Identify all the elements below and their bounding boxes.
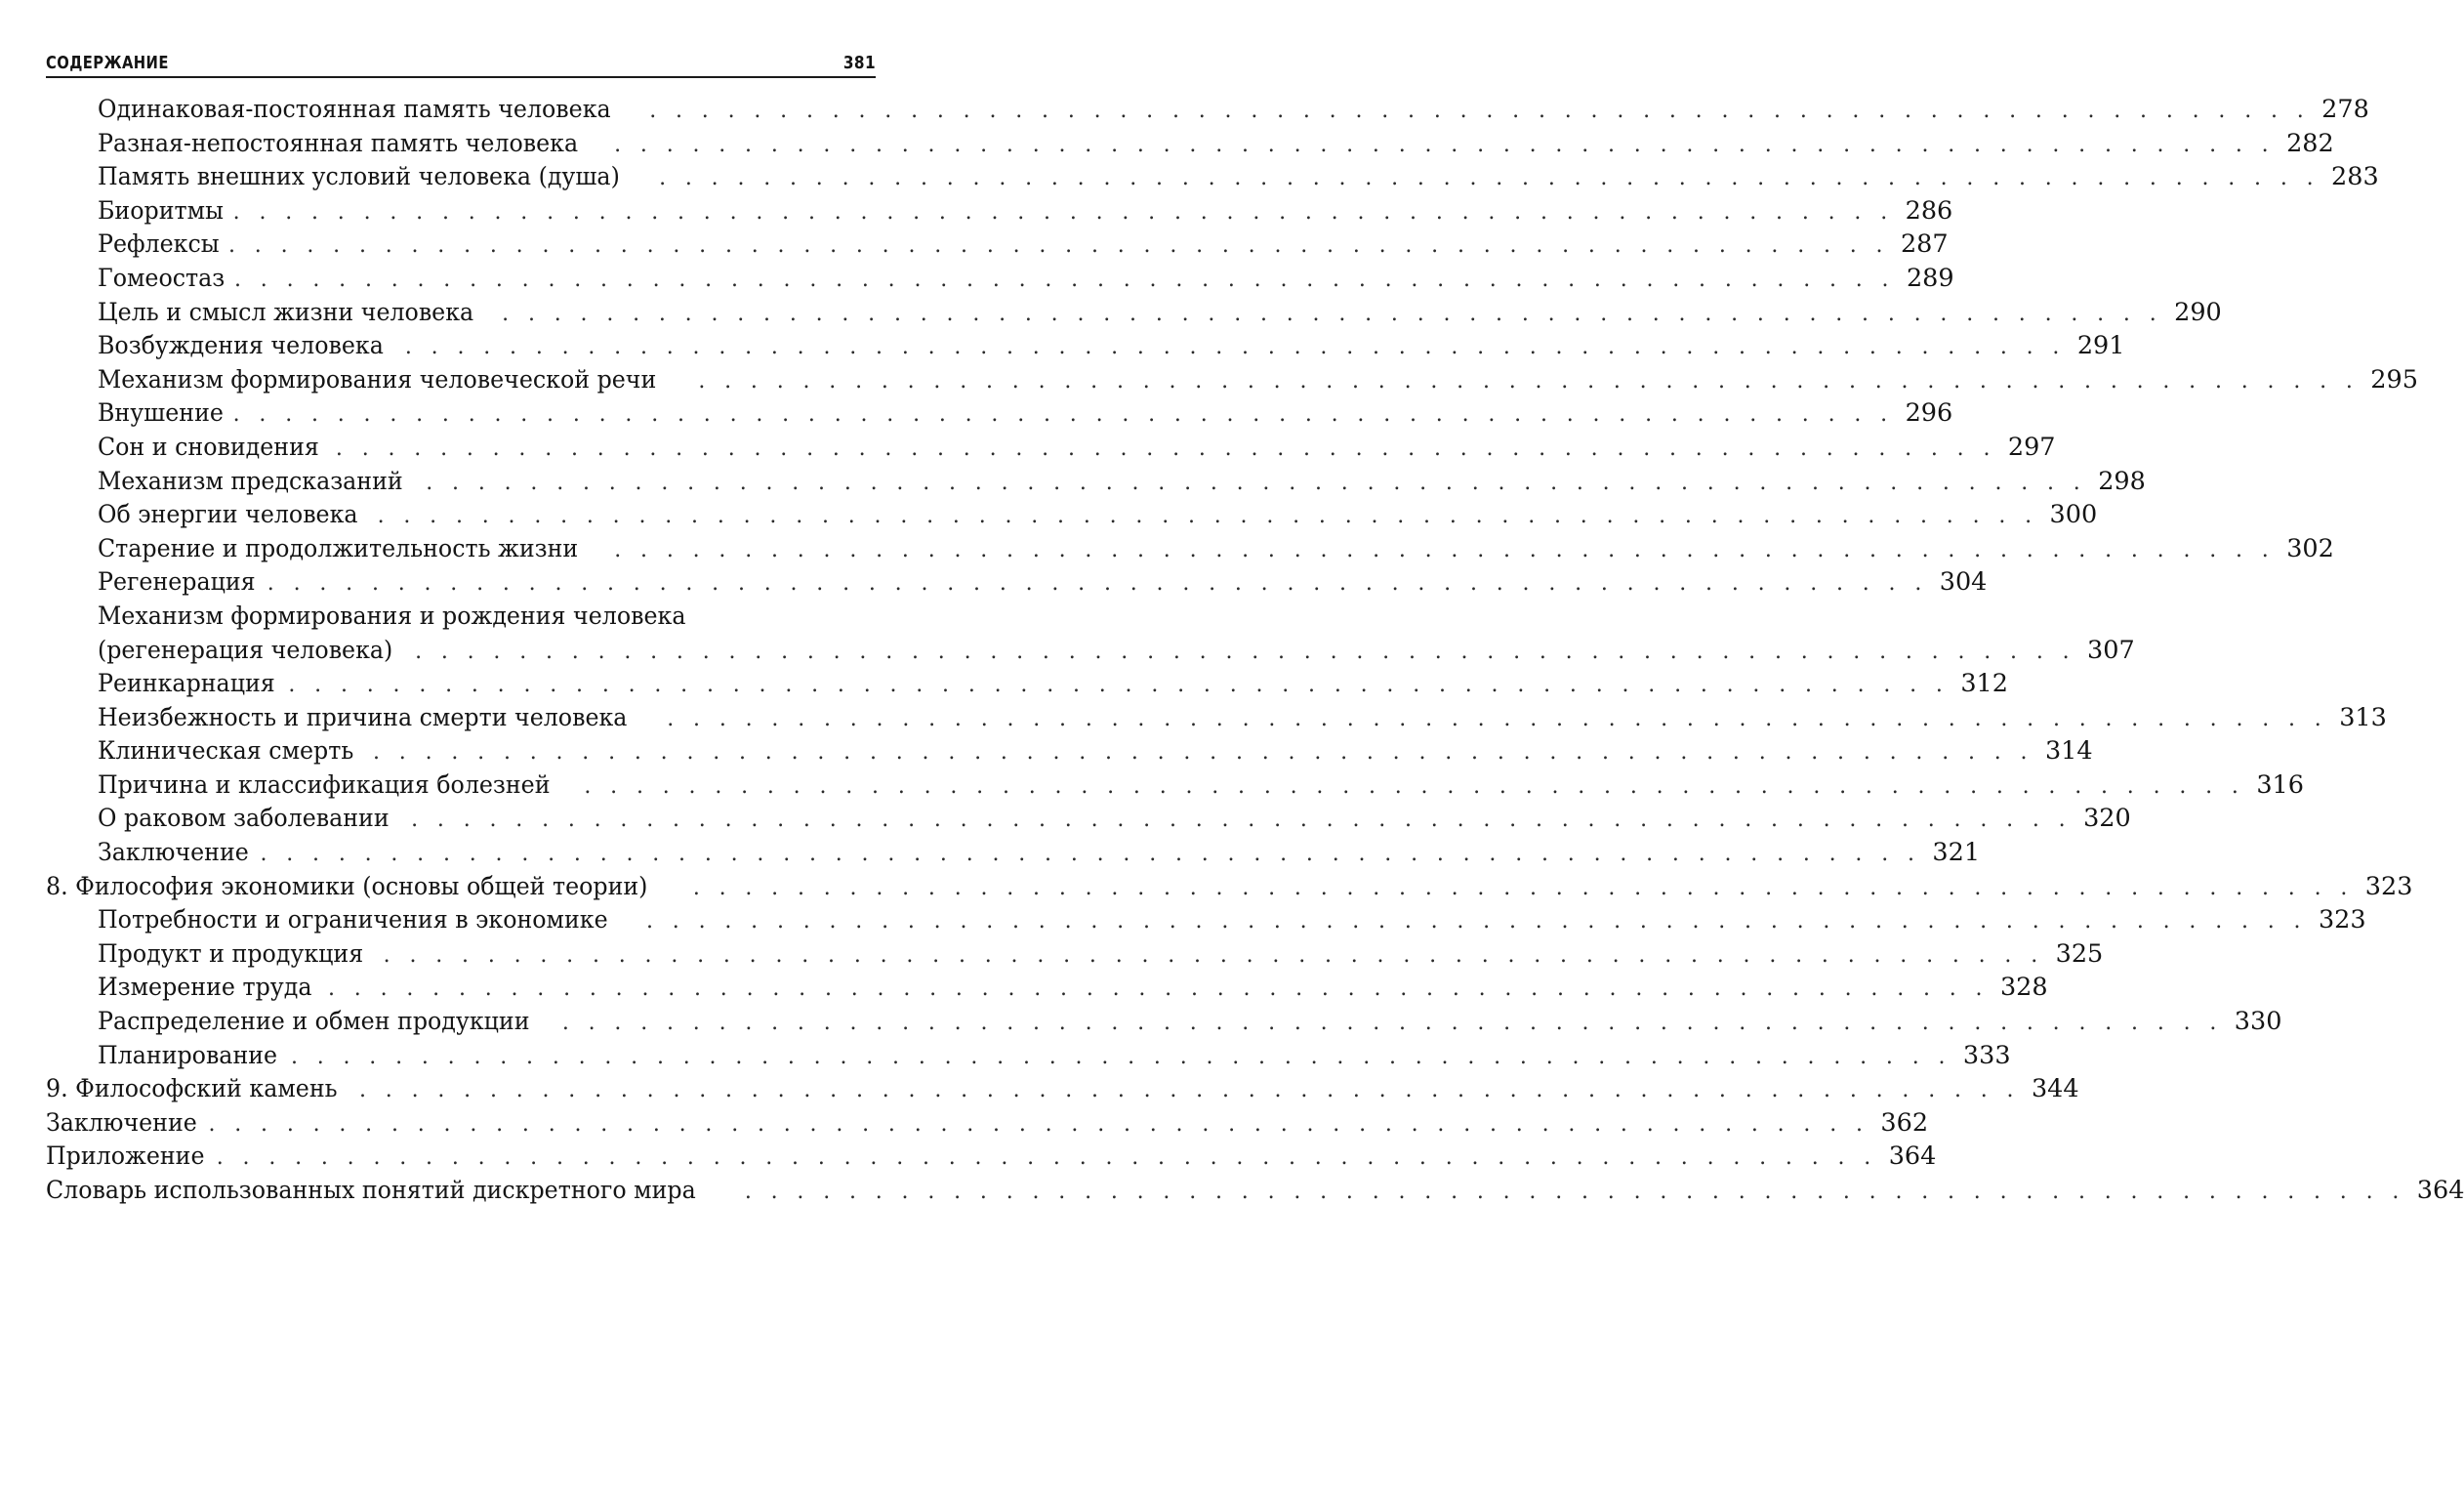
dot-leader: . . . . . . . . . . . . . . . . . . . . . . . . . . . . . . . . . . . . . . . . . . . . . . . . . . . . . . . . . . . . . . . . bbox=[216, 1145, 1877, 1171]
toc-entry-label-line1: Механизм формирования и рождения человека bbox=[98, 601, 686, 631]
toc-entry-page: 328 bbox=[1999, 973, 2048, 1003]
toc-chapter-label: Заключение bbox=[46, 1107, 197, 1138]
toc-entry bbox=[46, 667, 2008, 701]
toc-entry bbox=[46, 1039, 2011, 1073]
toc-entry-page: 297 bbox=[2007, 432, 2056, 462]
toc-entry-label: Планирование bbox=[98, 1040, 278, 1070]
toc-entry-page: 295 bbox=[2370, 364, 2418, 395]
toc-entry-page: 307 bbox=[2087, 635, 2135, 665]
toc-entry-page: 333 bbox=[1962, 1040, 2011, 1070]
toc-entry-page: 316 bbox=[2256, 769, 2304, 800]
toc-entry-page: 289 bbox=[1906, 263, 1954, 293]
dot-leader: . . . . . . . . . . . . . . . . . . . . . . . . . . . . . . . . . . . . . . . . . . . . . . . . . . . . . . . . . . . . . . . . bbox=[744, 1180, 2405, 1204]
dot-leader: . . . . . . . . . . . . . . . . . . . . . . . . . . . . . . . . . . . . . . . . . . . . . . . . . . . . . . . . . . . . . . . . bbox=[232, 402, 1894, 428]
toc-chapter bbox=[46, 1174, 2464, 1208]
toc-entry bbox=[46, 465, 2146, 499]
dot-leader: . . . . . . . . . . . . . . . . . . . . . . . . . . . . . . . . . . . . . . . . . . . . . . . . . . . . . . . . . . . . . . . . bbox=[288, 673, 1950, 698]
toc-entry-page: 323 bbox=[2318, 905, 2366, 935]
toc-entry bbox=[46, 971, 2048, 1005]
toc-entry-label: Старение и продолжительность жизни bbox=[98, 533, 579, 563]
toc-chapter-label: Словарь использованных понятий дискретного мира bbox=[46, 1176, 696, 1205]
toc-chapter-page: 362 bbox=[1880, 1107, 1929, 1138]
toc-entry bbox=[46, 600, 2135, 667]
toc-entry bbox=[46, 194, 1953, 228]
dot-leader: . . . . . . . . . . . . . . . . . . . . . . . . . . . . . . . . . . . . . . . . . . . . . . . . . . . . . . . . . . . . . . . . bbox=[614, 537, 2276, 562]
dot-leader: . . . . . . . . . . . . . . . . . . . . . . . . . . . . . . . . . . . . . . . . . . . . . . . . . . . . . . . . . . . . . . . . bbox=[234, 267, 1895, 292]
dot-leader: . . . . . . . . . . . . . . . . . . . . . . . . . . . . . . . . . . . . . . . . . . . . . . . . . . . . . . . . . . . . . . . . bbox=[373, 740, 2033, 766]
toc-entry-label: О раковом заболевании bbox=[98, 804, 390, 834]
toc-entry bbox=[46, 329, 2125, 363]
toc-entry-label: Цель и смысл жизни человека bbox=[98, 297, 474, 327]
toc-entry-label: Сон и сновидения bbox=[98, 432, 319, 462]
toc-entry-page: 291 bbox=[2076, 331, 2125, 361]
toc-entry bbox=[46, 802, 2131, 836]
toc-entry-page: 325 bbox=[2055, 938, 2104, 969]
toc-entry bbox=[46, 93, 2369, 127]
toc-entry-label: Внушение bbox=[98, 398, 224, 429]
dot-leader: . . . . . . . . . . . . . . . . . . . . . . . . . . . . . . . . . . . . . . . . . . . . . . . . . . . . . . . . . . . . . . . . bbox=[692, 875, 2354, 900]
toc-entry bbox=[46, 160, 2379, 194]
toc-entry bbox=[46, 734, 2093, 768]
dot-leader: . . . . . . . . . . . . . . . . . . . . . . . . . . . . . . . . . . . . . . . . . . . . . . . . . . . . . . . . . . . . . . . . bbox=[426, 470, 2087, 495]
toc-entry bbox=[46, 228, 1949, 262]
toc-entry-page: 278 bbox=[2321, 95, 2369, 124]
toc-entry-page: 286 bbox=[1905, 195, 1953, 226]
toc-entry-label: Биоритмы bbox=[98, 195, 224, 226]
toc-chapter-page: 364 bbox=[1888, 1142, 1937, 1172]
toc-entry bbox=[46, 498, 2098, 532]
toc-entry bbox=[46, 532, 2334, 566]
toc-entry-page: 300 bbox=[2049, 500, 2098, 530]
dot-leader: . . . . . . . . . . . . . . . . . . . . . . . . . . . . . . . . . . . . . . . . . . . . . . . . . . . . . . . . . . . . . . . . bbox=[646, 909, 2307, 934]
dot-leader: . . . . . . . . . . . . . . . . . . . . . . . . . . . . . . . . . . . . . . . . . . . . . . . . . . . . . . . . . . . . . . . . bbox=[561, 1011, 2223, 1036]
toc-entry-page: 287 bbox=[1900, 229, 1949, 260]
toc-entry bbox=[46, 1005, 2282, 1039]
toc-entry-page: 320 bbox=[2083, 804, 2131, 834]
dot-leader: . . . . . . . . . . . . . . . . . . . . . . . . . . . . . . . . . . . . . . . . . . . . . . . . . . . . . . . . . . . . . . . . bbox=[290, 1044, 1951, 1069]
toc-entry-label: Неизбежность и причина смерти человека bbox=[98, 702, 628, 732]
toc-chapter bbox=[46, 1072, 2079, 1106]
table-of-contents bbox=[46, 93, 2464, 1208]
dot-leader: . . . . . . . . . . . . . . . . . . . . . . . . . . . . . . . . . . . . . . . . . . . . . . . . . . . . . . . . . . . . . . . . bbox=[335, 436, 1996, 461]
toc-entry bbox=[46, 937, 2104, 972]
header-page-number: 381 bbox=[842, 53, 876, 73]
toc-entry-label: Распределение и обмен продукции bbox=[98, 1007, 530, 1037]
toc-entry bbox=[46, 296, 2222, 330]
toc-entry-label: Одинаковая-постоянная память человека bbox=[98, 95, 611, 124]
toc-entry-page: 330 bbox=[2234, 1007, 2282, 1037]
toc-entry-page: 312 bbox=[1960, 669, 2008, 699]
dot-leader: . . . . . . . . . . . . . . . . . . . . . . . . . . . . . . . . . . . . . . . . . . . . . . . . . . . . . . . . . . . . . . . . bbox=[404, 335, 2066, 360]
toc-chapter-label: 9. Философский камень bbox=[46, 1074, 338, 1104]
toc-entry bbox=[46, 768, 2304, 803]
toc-entry-label: Клиническая смерть bbox=[98, 736, 354, 767]
toc-entry-label: Возбуждения человека bbox=[98, 331, 384, 361]
toc-entry-label: Измерение труда bbox=[98, 973, 312, 1003]
toc-entry-label: Заключение bbox=[98, 838, 249, 868]
dot-leader: . . . . . . . . . . . . . . . . . . . . . . . . . . . . . . . . . . . . . . . . . . . . . . . . . . . . . . . . . . . . . . . . bbox=[411, 808, 2073, 833]
toc-chapter-page: 364 bbox=[2416, 1176, 2464, 1205]
dot-leader: . . . . . . . . . . . . . . . . . . . . . . . . . . . . . . . . . . . . . . . . . . . . . . . . . . . . . . . . . . . . . . . . bbox=[359, 1078, 2020, 1103]
toc-chapter-label: 8. Философия экономики (основы общей теории) bbox=[46, 871, 648, 901]
toc-entry-page: 313 bbox=[2339, 702, 2387, 732]
toc-entry-page: 290 bbox=[2174, 297, 2222, 327]
dot-leader: . . . . . . . . . . . . . . . . . . . . . . . . . . . . . . . . . . . . . . . . . . . . . . . . . . . . . . . . . . . . . . . . bbox=[377, 504, 2038, 529]
toc-entry-label: Гомеостаз bbox=[98, 263, 226, 293]
dot-leader: . . . . . . . . . . . . . . . . . . . . . . . . . . . . . . . . . . . . . . . . . . . . . . . . . . . . . . . . . . . . . . . . bbox=[659, 166, 2320, 191]
toc-entry bbox=[46, 262, 1954, 296]
toc-entry bbox=[46, 127, 2334, 161]
toc-entry-label: (регенерация человека) bbox=[98, 635, 393, 665]
dot-leader: . . . . . . . . . . . . . . . . . . . . . . . . . . . . . . . . . . . . . . . . . . . . . . . . . . . . . . . . . . . . . . . . bbox=[502, 301, 2163, 326]
dot-leader: . . . . . . . . . . . . . . . . . . . . . . . . . . . . . . . . . . . . . . . . . . . . . . . . . . . . . . . . . . . . . . . . bbox=[614, 132, 2276, 157]
toc-entry-label: Продукт и продукция bbox=[98, 938, 364, 969]
dot-leader: . . . . . . . . . . . . . . . . . . . . . . . . . . . . . . . . . . . . . . . . . . . . . . . . . . . . . . . . . . . . . . . . bbox=[208, 1111, 1869, 1137]
toc-entry-page: 283 bbox=[2331, 162, 2379, 192]
toc-chapter-page: 323 bbox=[2364, 871, 2413, 901]
toc-entry bbox=[46, 565, 1988, 600]
toc-entry-label: Реинкарнация bbox=[98, 669, 275, 699]
toc-entry-label: Разная-непостоянная память человека bbox=[98, 128, 579, 158]
toc-entry bbox=[46, 431, 2056, 465]
toc-chapter bbox=[46, 1140, 1937, 1174]
toc-entry bbox=[46, 363, 2418, 397]
toc-entry-page: 321 bbox=[1932, 838, 1981, 868]
toc-entry-label: Причина и классификация болезней bbox=[98, 769, 551, 800]
toc-entry-page: 282 bbox=[2286, 128, 2334, 158]
toc-entry-label: Рефлексы bbox=[98, 229, 220, 260]
toc-entry bbox=[46, 701, 2387, 735]
toc-entry bbox=[46, 903, 2366, 937]
dot-leader: . . . . . . . . . . . . . . . . . . . . . . . . . . . . . . . . . . . . . . . . . . . . . . . . . . . . . . . . . . . . . . . . bbox=[698, 368, 2360, 394]
toc-chapter-label: Приложение bbox=[46, 1142, 205, 1172]
toc-entry-label: Потребности и ограничения в экономике bbox=[98, 905, 608, 935]
toc-entry-page: 304 bbox=[1939, 567, 1988, 598]
toc-chapter bbox=[46, 1106, 1929, 1141]
toc-entry-page: 296 bbox=[1905, 398, 1953, 429]
toc-entry-page: 314 bbox=[2044, 736, 2093, 767]
dot-leader: . . . . . . . . . . . . . . . . . . . . . . . . . . . . . . . . . . . . . . . . . . . . . . . . . . . . . . . . . . . . . . . . bbox=[328, 976, 1989, 1002]
toc-entry-label: Регенерация bbox=[98, 567, 256, 598]
toc-entry-label: Механизм предсказаний bbox=[98, 466, 403, 496]
toc-entry bbox=[46, 836, 1981, 870]
toc-entry-label: Память внешних условий человека (душа) bbox=[98, 162, 620, 192]
dot-leader: . . . . . . . . . . . . . . . . . . . . . . . . . . . . . . . . . . . . . . . . . . . . . . . . . . . . . . . . . . . . . . . . bbox=[667, 706, 2328, 731]
toc-entry-label: Об энергии человека bbox=[98, 500, 358, 530]
dot-leader: . . . . . . . . . . . . . . . . . . . . . . . . . . . . . . . . . . . . . . . . . . . . . . . . . . . . . . . . . . . . . . . . bbox=[415, 639, 2075, 664]
toc-entry-page: 302 bbox=[2286, 533, 2334, 563]
toc-entry bbox=[46, 396, 1953, 431]
dot-leader: . . . . . . . . . . . . . . . . . . . . . . . . . . . . . . . . . . . . . . . . . . . . . . . . . . . . . . . . . . . . . . . . bbox=[260, 842, 1921, 867]
toc-entry-page: 298 bbox=[2098, 466, 2146, 496]
dot-leader: . . . . . . . . . . . . . . . . . . . . . . . . . . . . . . . . . . . . . . . . . . . . . . . . . . . . . . . . . . . . . . . . bbox=[232, 199, 1894, 225]
running-header bbox=[46, 51, 876, 78]
dot-leader: . . . . . . . . . . . . . . . . . . . . . . . . . . . . . . . . . . . . . . . . . . . . . . . . . . . . . . . . . . . . . . . . bbox=[649, 99, 2311, 123]
toc-chapter bbox=[46, 870, 2413, 904]
dot-leader: . . . . . . . . . . . . . . . . . . . . . . . . . . . . . . . . . . . . . . . . . . . . . . . . . . . . . . . . . . . . . . . . bbox=[228, 233, 1889, 259]
dot-leader: . . . . . . . . . . . . . . . . . . . . . . . . . . . . . . . . . . . . . . . . . . . . . . . . . . . . . . . . . . . . . . . . bbox=[267, 571, 1928, 597]
dot-leader: . . . . . . . . . . . . . . . . . . . . . . . . . . . . . . . . . . . . . . . . . . . . . . . . . . . . . . . . . . . . . . . . bbox=[584, 773, 2245, 799]
toc-entry-label: Механизм формирования человеческой речи bbox=[98, 364, 657, 395]
dot-leader: . . . . . . . . . . . . . . . . . . . . . . . . . . . . . . . . . . . . . . . . . . . . . . . . . . . . . . . . . . . . . . . . bbox=[383, 942, 2044, 968]
header-title: СОДЕРЖАНИЕ bbox=[46, 53, 169, 73]
toc-chapter-page: 344 bbox=[2031, 1074, 2079, 1104]
